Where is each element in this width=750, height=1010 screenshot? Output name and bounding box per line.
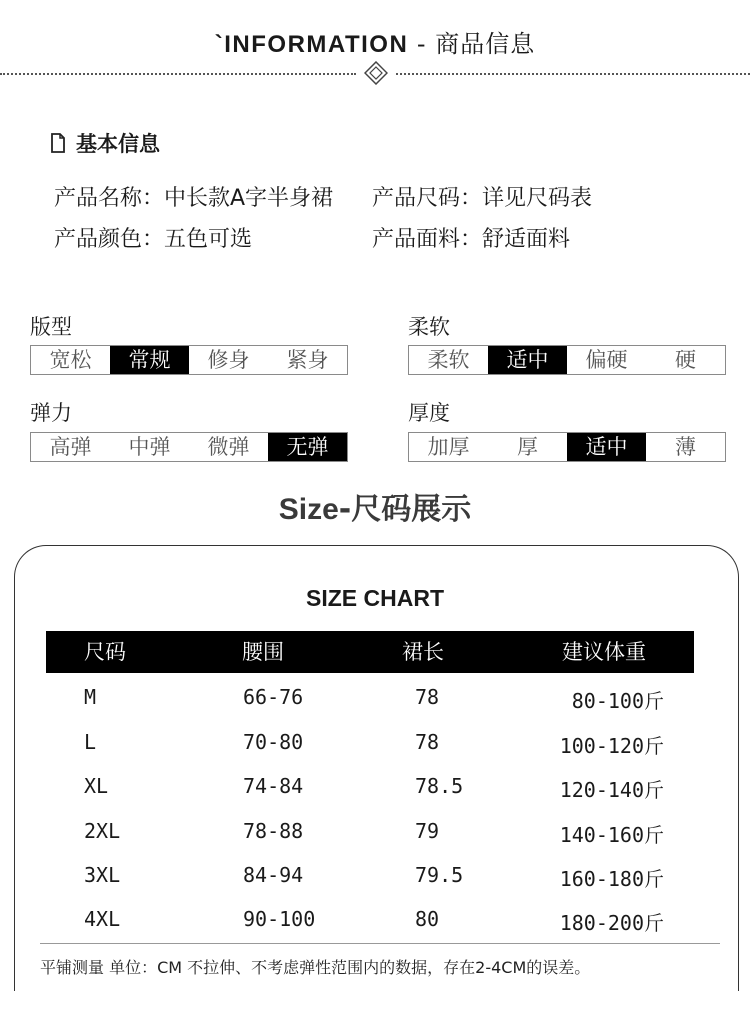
header-length: 裙长 xyxy=(402,640,444,664)
cell-waist: 84-94 xyxy=(243,863,304,887)
attr-label-softness: 柔软 xyxy=(408,315,450,339)
size-title-cn: -尺码展示 xyxy=(338,492,472,527)
attr-label-thickness: 厚度 xyxy=(408,401,450,425)
cell-waist: 78-88 xyxy=(243,819,304,843)
size-chart-heading: SIZE CHART xyxy=(306,585,444,611)
cell-size: 4XL xyxy=(84,907,121,931)
note-divider xyxy=(40,943,720,944)
header-weight: 建议体重 xyxy=(562,640,646,664)
cell-size: M xyxy=(84,685,97,709)
product-size: 产品尺码：详见尺码表 xyxy=(372,186,593,211)
measurement-note: 平铺测量 单位：CM 不拉伸、不考虑弹性范围内的数据，存在2-4CM的误差。 xyxy=(40,958,591,977)
scale-option: 偏硬 xyxy=(585,348,628,372)
cell-size: 3XL xyxy=(84,863,121,887)
cell-size: XL xyxy=(84,774,109,798)
header-size: 尺码 xyxy=(84,640,126,664)
scale-option: 修身 xyxy=(207,348,250,372)
cell-length: 79 xyxy=(415,819,440,843)
attr-label-fit: 版型 xyxy=(30,315,72,339)
cell-weight: 80-100斤 xyxy=(571,689,664,713)
cell-size: L xyxy=(84,730,97,754)
size-title-en: Size xyxy=(278,493,339,526)
scale-option: 中弹 xyxy=(128,435,171,459)
scale-option: 柔软 xyxy=(427,348,470,372)
cell-waist: 74-84 xyxy=(243,774,304,798)
cell-length: 78.5 xyxy=(415,774,464,798)
scale-option-selected: 适中 xyxy=(488,346,567,374)
cell-waist: 70-80 xyxy=(243,730,304,754)
scale-option: 硬 xyxy=(675,348,696,372)
cell-length: 78 xyxy=(415,685,440,709)
scale-option: 宽松 xyxy=(49,348,92,372)
cell-weight: 180-200斤 xyxy=(559,911,664,935)
title-cn: - 商品信息 xyxy=(408,30,536,58)
product-name: 产品名称：中长款A字半身裙 xyxy=(54,186,334,211)
scale-option: 加厚 xyxy=(427,435,470,459)
title-en: `INFORMATION xyxy=(214,31,409,58)
scale-option: 微弹 xyxy=(207,435,250,459)
attr-label-elasticity: 弹力 xyxy=(30,401,72,425)
cell-weight: 160-180斤 xyxy=(559,867,664,891)
product-fabric: 产品面料：舒适面料 xyxy=(372,227,571,252)
header-waist: 腰围 xyxy=(242,640,284,664)
cell-length: 80 xyxy=(415,907,440,931)
scale-option: 高弹 xyxy=(49,435,92,459)
cell-length: 78 xyxy=(415,730,440,754)
scale-option-selected: 适中 xyxy=(567,433,646,461)
scale-option: 厚 xyxy=(517,435,538,459)
cell-weight: 140-160斤 xyxy=(559,823,664,847)
cell-size: 2XL xyxy=(84,819,121,843)
scale-option: 紧身 xyxy=(286,348,329,372)
scale-option-selected: 常规 xyxy=(110,346,189,374)
scale-option-selected: 无弹 xyxy=(268,433,347,461)
cell-waist: 90-100 xyxy=(243,907,316,931)
cell-length: 79.5 xyxy=(415,863,464,887)
cell-weight: 100-120斤 xyxy=(559,734,664,758)
scale-option: 薄 xyxy=(675,435,696,459)
basic-info-title: 基本信息 xyxy=(76,132,160,156)
cell-weight: 120-140斤 xyxy=(559,778,664,802)
cell-waist: 66-76 xyxy=(243,685,304,709)
product-color: 产品颜色：五色可选 xyxy=(54,227,253,252)
